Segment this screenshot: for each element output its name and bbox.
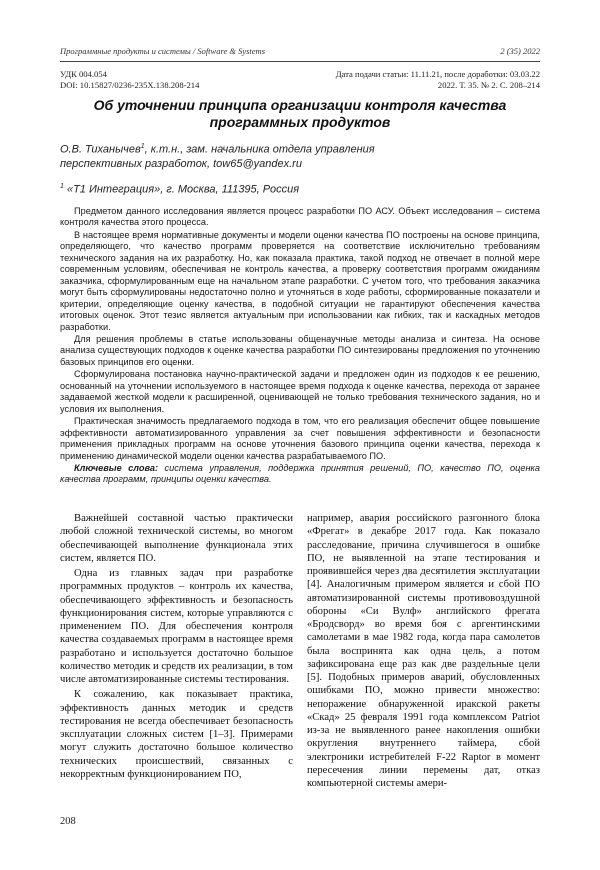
abstract-paragraph: Для решения проблемы в статье использованы общенаучные методы анализа и синтеза. На основе анализа существующих подходов к оценке качества разработки ПО синтезированы предложения по уточнению базовых принципов его оценки. — [60, 333, 540, 367]
abstract-paragraph: Практическая значимость предлагаемого подхода в том, что его реализация обеспечит общее повышение эффективности автоматизированного управления за счет повышения эффективности и безопасности применения прикладных программ на основе уточнения базового принципа оценки качества, перехода к применению динамической модели оценки качества разрабатываемого ПО. — [60, 416, 540, 461]
body-paragraph: Одна из главных задач при разработке программных продуктов – контроль их качества, обеспечивающего эффективность и безопасность функционирования систем, которые управляются с применением ПО. Для обеспечения контроля качества создаваемых программ в настоящее время разработано и используется достаточно большое количество методик и средств их реализации, в том числе автоматизированные системы тестирования. — [60, 568, 293, 685]
body-paragraph: Важнейшей составной частью практически любой сложной технической системы, во многом обеспечивающей выполнение функционала этих систем, является ПО. — [60, 513, 293, 564]
affiliation-mark: 1 — [60, 183, 64, 190]
author-details: , к.т.н., зам. начальника отдела управления перспективных разработок, tow65@yandex.ru — [60, 143, 375, 171]
journal-name: Программные продукты и системы / Software & Systems — [60, 46, 266, 56]
doi: DOI: 10.15827/0236-235X.138.208-214 — [60, 80, 200, 90]
affiliation-text: «Т1 Интеграция», г. Москва, 111395, Россия — [66, 183, 300, 196]
citation: 2022. Т. 35. № 2. С. 208–214 — [437, 80, 540, 90]
author-name: О.В. Тиханычев — [60, 143, 141, 156]
page-number: 208 — [60, 816, 76, 827]
keywords-text: система управления, поддержка принятия решений, ПО, качество ПО, оценка качества программ, принципы оценки качества. — [60, 462, 540, 485]
abstract-paragraph: Сформулирована постановка научно-практической задачи и предложен один из подходов к ее решению, основанный на уточнении используемого в настоящее время подхода к оценке качества, перехода от заранее задаваемой жесткой модели к расширенной, оценивающей не только требования технического задания, но и условия их выполнения. — [60, 369, 540, 414]
keywords — [60, 463, 540, 486]
body-column-right — [307, 512, 540, 792]
abstract — [60, 206, 540, 487]
author-affil-mark: 1 — [140, 143, 145, 150]
body-paragraph: например, авария российского разгонного блока «Фрегат» в декабре 2017 года. Как показало расследование, причина случившегося в ошибке ПО, не выявленной на этапе тестирования и проявившейся через два десятилетия эксплуатации [4]. Аналогичным примером является и сбой ПО автоматизированной системы противовоздушной обороны «Си Вулф» английского фрегата «Бродсворд» во время боя с аргентинскими самолетами в мае 1982 года, когда пара самолетов была воспринята как одна цель, а потом зафиксирована еще раз как две раздельные цели [5]. Подобных примеров аварий, обусловленных ошибками ПО, можно привести множество: непоражение обнаруженной иракской ракеты «Скад» 25 февраля 1991 года комплексом Patriot из-за не выявленного ранее накопления ошибки округления внутреннего таймера, сбой электроники истребителей F-22 Raptor в момент пересечения линии перемены дат, отказ компьютерной системы амери- — [307, 513, 540, 789]
udc: УДК 004.054 — [60, 69, 107, 79]
meta-right — [336, 69, 540, 91]
running-head — [60, 46, 540, 60]
issue-number: 2 (35) 2022 — [500, 46, 540, 56]
keywords-label: Ключевые слова: — [74, 462, 159, 473]
meta-left — [60, 69, 199, 91]
body-paragraph: К сожалению, как показывает практика, эффективность данных методик и средств тестирования не всегда обеспечивает безопасность эксплуатации сложных систем [1–3]. Примерами могут служить достаточно большое количество технических происшествий, связанных с некорректным функционированием ПО, — [60, 689, 293, 780]
submission-dates: Дата подачи статьи: 11.11.21, после доработки: 03.03.22 — [335, 69, 540, 79]
abstract-paragraph: Предметом данного исследования является процесс разработки ПО АСУ. Объект исследования – система контроля качества этого процесса. — [60, 206, 540, 228]
abstract-paragraph: В настоящее время нормативные документы и модели оценки качества ПО построены на основе принципа, определяющего, что качество программ проверяется на соответствие исключительно требованиям технического задания на их разработку. Но, как показала практика, такой подход не отвечает в полной мере современным условиям, обеспечивая не контроль качества, а проверку соответствия программ ожиданиям заказчика, сформулированным еще на начальном этапе разработки. С учетом того, что требования заказчика могут быть сформулированы недостаточно полно и уточняться в ходе работы, сформированные показатели и критерии, определяющие оценку качества, в подобной ситуации не гарантируют обеспечения качества итоговых оценок. Этот тезис является актуальным при использовании как гибких, так и каскадных методов разработки. — [60, 229, 540, 332]
header-rule — [60, 61, 540, 62]
author-block — [60, 140, 440, 172]
article-title: Об уточнении принципа организации контроля качества программных продуктов — [93, 97, 507, 130]
body-column-left — [60, 512, 293, 783]
affiliation — [60, 180, 540, 197]
